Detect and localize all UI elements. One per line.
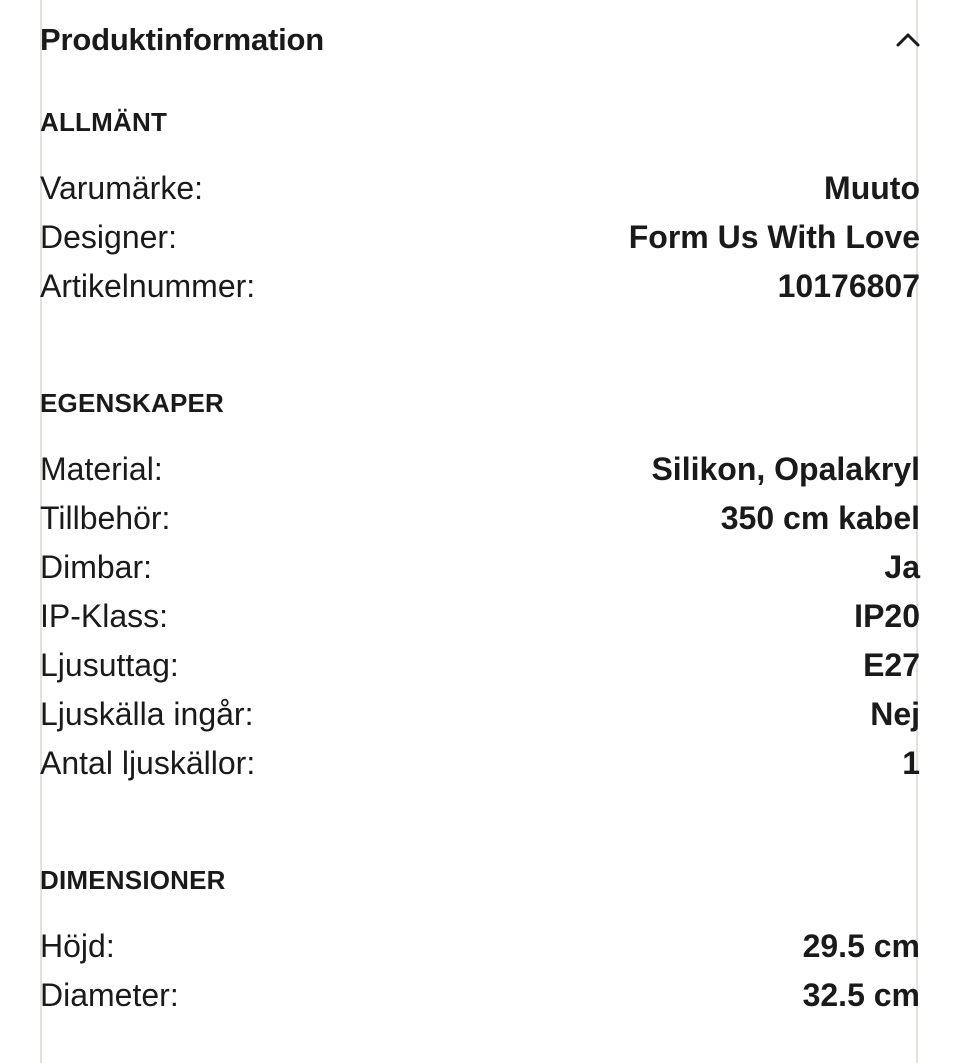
chevron-up-icon[interactable]: [894, 26, 922, 54]
spec-row-designer: [40, 213, 920, 262]
spec-value: 350 cm kabel: [720, 500, 920, 536]
spec-row-dimmable: [40, 543, 920, 592]
spec-label: Material:: [40, 451, 163, 487]
spec-row-ip-class: [40, 592, 920, 641]
product-info-title: Produktinformation: [40, 22, 324, 57]
section-dimensions: [40, 862, 920, 1020]
spec-row-accessories: [40, 494, 920, 543]
spec-row-socket: [40, 641, 920, 690]
spec-value: Nej: [870, 696, 920, 732]
spec-value: Silikon, Opalakryl: [651, 451, 920, 487]
spec-value: 32.5 cm: [802, 977, 920, 1013]
spec-label: Ljusuttag:: [40, 647, 179, 683]
spec-row-brand: [40, 164, 920, 213]
spec-row-diameter: [40, 971, 920, 1020]
spec-value: 29.5 cm: [802, 928, 920, 964]
spec-label: IP-Klass:: [40, 598, 169, 634]
spec-value: IP20: [854, 598, 920, 634]
spec-value: 10176807: [777, 268, 920, 304]
spec-row-material: [40, 445, 920, 494]
spec-row-bulb-count: [40, 739, 920, 788]
spec-value: Ja: [884, 549, 920, 585]
section-heading-general: ALLMÄNT: [40, 107, 168, 137]
spec-row-article-number: [40, 262, 920, 311]
section-heading-dimensions: DIMENSIONER: [40, 865, 226, 895]
spec-label: Artikelnummer:: [40, 268, 256, 304]
spec-row-height: [40, 922, 920, 971]
spec-row-bulb-included: [40, 690, 920, 739]
spec-value: Muuto: [824, 170, 920, 206]
spec-label: Dimbar:: [40, 549, 153, 585]
spec-label: Ljuskälla ingår:: [40, 696, 254, 732]
spec-value: Form Us With Love: [628, 219, 920, 255]
spec-label: Tillbehör:: [40, 500, 171, 536]
spec-value: E27: [863, 647, 920, 683]
spec-label: Höjd:: [40, 928, 115, 964]
spec-label: Antal ljuskällor:: [40, 745, 256, 781]
product-info-accordion-header[interactable]: [40, 18, 920, 62]
spec-label: Designer:: [40, 219, 177, 255]
spec-value: 1: [902, 745, 920, 781]
spec-label: Varumärke:: [40, 170, 204, 206]
section-heading-properties: EGENSKAPER: [40, 388, 225, 418]
section-properties: [40, 385, 920, 788]
spec-label: Diameter:: [40, 977, 179, 1013]
section-general: [40, 104, 920, 311]
